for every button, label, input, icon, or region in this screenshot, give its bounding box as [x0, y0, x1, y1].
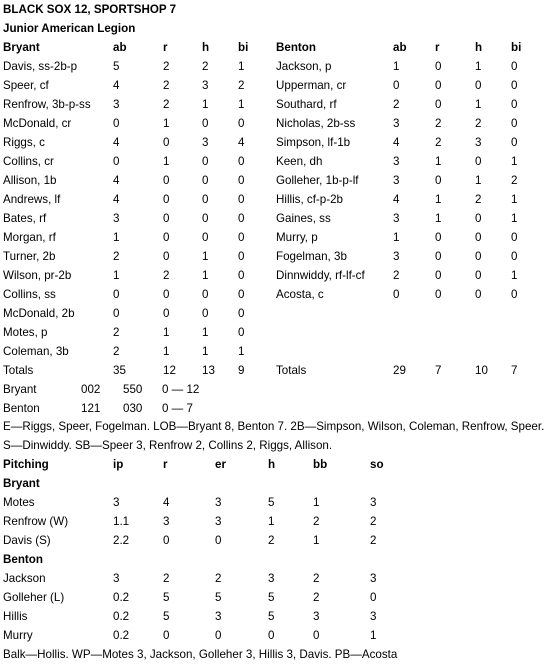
team1-total-player-name: Totals [3, 364, 34, 377]
team2-r-value: 0 [435, 174, 442, 187]
team2-r-value: 0 [435, 288, 442, 301]
team1-ab-value: 4 [113, 174, 120, 187]
linescore-row [3, 380, 547, 399]
team2-ab-value: 0 [393, 79, 400, 92]
linescore-innings-4-6: 030 [123, 402, 143, 415]
pitcher-name: Renfrow (W) [3, 515, 69, 528]
team2-player-name: Hillis, cf-p-2b [276, 193, 343, 206]
team2-h-value: 0 [475, 155, 482, 168]
table-row [3, 95, 547, 114]
header-bi: bi [511, 41, 522, 54]
team1-ab-value: 3 [113, 98, 120, 111]
linescore-innings-1-3: 121 [81, 402, 101, 415]
pitching-row [3, 569, 547, 588]
linescore-innings-7-final: 0 — 12 [162, 383, 200, 396]
team1-player-name: Collins, ss [3, 288, 56, 301]
team1-bi-value: 0 [238, 326, 245, 339]
team1-r-value: 1 [163, 345, 170, 358]
team1-r-value: 1 [163, 155, 170, 168]
team2-r-value: 0 [435, 269, 442, 282]
h-value: 0 [268, 629, 275, 642]
pitcher-name: Jackson [3, 572, 46, 585]
team1-total-bi-value: 9 [238, 364, 245, 377]
team2-ab-value: 3 [393, 155, 400, 168]
h-value: 3 [268, 572, 275, 585]
team1-total-ab-value: 35 [113, 364, 126, 377]
pitching-label: Pitching [3, 458, 49, 471]
team1-bi-value: 0 [238, 155, 245, 168]
team2-player-name: Fogelman, 3b [276, 250, 347, 263]
table-row [3, 76, 547, 95]
pitcher-name: Murry [3, 629, 33, 642]
team1-player-name: Allison, 1b [3, 174, 57, 187]
team2-bi-value: 0 [511, 60, 518, 73]
team2-h-value: 0 [475, 231, 482, 244]
er-value: 2 [215, 572, 222, 585]
linescore-team: Benton [3, 402, 40, 415]
pitching-table-team1 [3, 493, 547, 550]
team1-ab-value: 4 [113, 193, 120, 206]
bb-value: 1 [313, 534, 320, 547]
so-value: 2 [370, 515, 377, 528]
team2-r-value: 0 [435, 79, 442, 92]
team1-r-value: 0 [163, 212, 170, 225]
team1-total-h-value: 13 [202, 364, 215, 377]
team1-ab-value: 4 [113, 79, 120, 92]
team2-ab-value: 4 [393, 193, 400, 206]
team2-player-name: Upperman, cr [276, 79, 347, 92]
team1-r-value: 0 [163, 250, 170, 263]
team2-player-name: Nicholas, 2b-ss [276, 117, 356, 130]
team2-r-value: 0 [435, 250, 442, 263]
team2-r-value: 2 [435, 117, 442, 130]
r-value: 3 [163, 515, 170, 528]
table-row [3, 247, 547, 266]
table-row [3, 266, 547, 285]
team2-r-value: 0 [435, 231, 442, 244]
bb-value: 0 [313, 629, 320, 642]
pitcher-name: Golleher (L) [3, 591, 65, 604]
table-row [3, 323, 547, 342]
ip-value: 3 [113, 572, 120, 585]
team1-ab-value: 0 [113, 117, 120, 130]
header-r: r [163, 41, 168, 54]
box-score [3, 0, 547, 664]
table-row [3, 57, 547, 76]
team2-bi-value: 0 [511, 231, 518, 244]
batting-table [3, 57, 547, 380]
team1-r-value: 0 [163, 174, 170, 187]
linescore-row [3, 399, 547, 418]
team1-player-name: Riggs, c [3, 136, 45, 149]
team1-bi-value: 0 [238, 174, 245, 187]
r-value: 5 [163, 591, 170, 604]
team1-bi-value: 1 [238, 345, 245, 358]
team2-h-value: 0 [475, 79, 482, 92]
so-value: 3 [370, 610, 377, 623]
ip-value: 2.2 [113, 534, 130, 547]
team1-total-r-value: 12 [163, 364, 176, 377]
bb-value: 2 [313, 591, 320, 604]
team1-player-name: Turner, 2b [3, 250, 56, 263]
team1-h-value: 0 [202, 174, 209, 187]
batting-header-row [3, 38, 547, 57]
game-notes: E—Riggs, Speer, Fogelman. LOB—Bryant 8, Benton 7. 2B—Simpson, Wilson, Coleman, Renfrow, Speer. S—Dinwiddy. SB—Speer 3, Renfrow 2, Collins 2, Riggs, Allison. [3, 420, 545, 452]
team1-bi-value: 4 [238, 136, 245, 149]
team2-h-value: 2 [475, 193, 482, 206]
team1-r-value: 0 [163, 288, 170, 301]
team2-bi-value: 1 [511, 269, 518, 282]
team2-bi-value: 1 [511, 212, 518, 225]
team1-h-value: 3 [202, 79, 209, 92]
table-row [3, 304, 547, 323]
linescore [3, 380, 547, 418]
h-value: 5 [268, 610, 275, 623]
header-h: h [268, 458, 276, 471]
team2-bi-value: 0 [511, 136, 518, 149]
team2-ab-value: 3 [393, 250, 400, 263]
table-row [3, 285, 547, 304]
team1-h-value: 3 [202, 136, 209, 149]
team2-bi-value: 0 [511, 98, 518, 111]
pitching-row [3, 607, 547, 626]
team2-h-value: 1 [475, 174, 482, 187]
team1-ab-value: 1 [113, 231, 120, 244]
team2-ab-value: 4 [393, 136, 400, 149]
team1-r-value: 2 [163, 60, 170, 73]
team2-h-value: 0 [475, 250, 482, 263]
team2-ab-value: 2 [393, 98, 400, 111]
team2-player-name: Keen, dh [276, 155, 323, 168]
team2-ab-value: 3 [393, 117, 400, 130]
team1-ab-value: 5 [113, 60, 120, 73]
team1-h-value: 0 [202, 155, 209, 168]
team1-r-value: 1 [163, 117, 170, 130]
team1-player-name: McDonald, 2b [3, 307, 75, 320]
team2-player-name: Gaines, ss [276, 212, 331, 225]
team1-player-name: Wilson, pr-2b [3, 269, 72, 282]
so-value: 3 [370, 572, 377, 585]
team1-player-name: Andrews, lf [3, 193, 61, 206]
team1-player-name: Bates, rf [3, 212, 47, 225]
team2-r-value: 0 [435, 60, 442, 73]
team1-h-value: 0 [202, 117, 209, 130]
team1-bi-value: 1 [238, 60, 245, 73]
so-value: 0 [370, 591, 377, 604]
linescore-team: Bryant [3, 383, 37, 396]
linescore-innings-7-final: 0 — 7 [162, 402, 193, 415]
header-h: h [475, 41, 483, 54]
h-value: 2 [268, 534, 275, 547]
so-value: 3 [370, 496, 377, 509]
team1-player-name: Motes, p [3, 326, 48, 339]
team1-player-name: McDonald, cr [3, 117, 72, 130]
table-row [3, 152, 547, 171]
team1-h-value: 1 [202, 269, 209, 282]
team1-h-value: 0 [202, 288, 209, 301]
header-er: er [215, 458, 226, 471]
team1-r-value: 0 [163, 231, 170, 244]
team1-player-name: Davis, ss-2b-p [3, 60, 78, 73]
bb-value: 2 [313, 515, 320, 528]
pitching-team2-name: Benton [3, 553, 43, 566]
team2-r-value: 1 [435, 155, 442, 168]
pitching-row [3, 626, 547, 645]
header-ip: ip [113, 458, 124, 471]
team1-h-value: 0 [202, 231, 209, 244]
table-row [3, 228, 547, 247]
team1-r-value: 0 [163, 193, 170, 206]
pitching-row [3, 531, 547, 550]
er-value: 3 [215, 610, 222, 623]
team2-r-value: 2 [435, 136, 442, 149]
team2-ab-value: 2 [393, 269, 400, 282]
ip-value: 0.2 [113, 610, 130, 623]
r-value: 4 [163, 496, 170, 509]
team2-bi-value: 2 [511, 174, 518, 187]
footer-notes: Balk—Hollis. WP—Motes 3, Jackson, Golleher 3, Hillis 3, Davis. PB—Acosta [3, 648, 398, 661]
linescore-innings-1-3: 002 [81, 383, 101, 396]
h-value: 1 [268, 515, 275, 528]
team2-h-value: 3 [475, 136, 482, 149]
team1-ab-value: 3 [113, 212, 120, 225]
totals-row [3, 361, 547, 380]
ip-value: 1.1 [113, 515, 130, 528]
team1-r-value: 2 [163, 269, 170, 282]
team1-bi-value: 1 [238, 98, 245, 111]
team2-player-name: Southard, rf [276, 98, 337, 111]
table-row [3, 342, 547, 361]
team1-r-value: 0 [163, 307, 170, 320]
team1-h-value: 0 [202, 307, 209, 320]
er-value: 5 [215, 591, 222, 604]
team2-h-value: 0 [475, 269, 482, 282]
team1-h-value: 1 [202, 345, 209, 358]
bb-value: 1 [313, 496, 320, 509]
team2-r-value: 1 [435, 193, 442, 206]
game-title: BLACK SOX 12, SPORTSHOP 7 [3, 3, 177, 16]
pitching-row [3, 588, 547, 607]
er-value: 0 [215, 534, 222, 547]
header-r: r [163, 458, 168, 471]
team2-ab-value: 3 [393, 212, 400, 225]
team2-name: Benton [276, 41, 316, 54]
team2-player-name: Simpson, lf-1b [276, 136, 351, 149]
team2-h-value: 1 [475, 98, 482, 111]
so-value: 1 [370, 629, 377, 642]
team2-ab-value: 0 [393, 288, 400, 301]
r-value: 0 [163, 534, 170, 547]
team1-bi-value: 2 [238, 79, 245, 92]
team1-h-value: 2 [202, 60, 209, 73]
team1-ab-value: 0 [113, 155, 120, 168]
team1-ab-value: 2 [113, 326, 120, 339]
pitching-table-team2 [3, 569, 547, 645]
pitcher-name: Motes [3, 496, 35, 509]
table-row [3, 114, 547, 133]
team1-bi-value: 0 [238, 307, 245, 320]
team1-bi-value: 0 [238, 231, 245, 244]
team1-ab-value: 0 [113, 288, 120, 301]
header-h: h [202, 41, 210, 54]
team1-ab-value: 2 [113, 345, 120, 358]
table-row [3, 171, 547, 190]
team1-ab-value: 0 [113, 307, 120, 320]
team1-bi-value: 0 [238, 212, 245, 225]
team1-bi-value: 0 [238, 193, 245, 206]
team1-r-value: 1 [163, 326, 170, 339]
header-so: so [370, 458, 384, 471]
team2-r-value: 0 [435, 98, 442, 111]
team1-player-name: Collins, cr [3, 155, 54, 168]
team2-player-name: Jackson, p [276, 60, 332, 73]
team2-h-value: 2 [475, 117, 482, 130]
team1-ab-value: 4 [113, 136, 120, 149]
team1-bi-value: 0 [238, 288, 245, 301]
header-r: r [435, 41, 440, 54]
pitcher-name: Davis (S) [3, 534, 51, 547]
team2-bi-value: 0 [511, 79, 518, 92]
pitching-row [3, 493, 547, 512]
team2-bi-value: 0 [511, 117, 518, 130]
team2-ab-value: 3 [393, 174, 400, 187]
team1-ab-value: 1 [113, 269, 120, 282]
so-value: 2 [370, 534, 377, 547]
team1-bi-value: 0 [238, 250, 245, 263]
team1-h-value: 0 [202, 212, 209, 225]
er-value: 0 [215, 629, 222, 642]
table-row [3, 190, 547, 209]
team2-bi-value: 0 [511, 250, 518, 263]
team1-ab-value: 2 [113, 250, 120, 263]
bb-value: 3 [313, 610, 320, 623]
team2-player-name: Murry, p [276, 231, 318, 244]
r-value: 5 [163, 610, 170, 623]
header-bb: bb [313, 458, 328, 471]
ip-value: 0.2 [113, 591, 130, 604]
team2-h-value: 0 [475, 212, 482, 225]
team2-bi-value: 1 [511, 155, 518, 168]
header-ab: ab [113, 41, 127, 54]
r-value: 0 [163, 629, 170, 642]
team1-r-value: 2 [163, 79, 170, 92]
ip-value: 0.2 [113, 629, 130, 642]
h-value: 5 [268, 591, 275, 604]
team2-ab-value: 1 [393, 231, 400, 244]
er-value: 3 [215, 496, 222, 509]
pitching-team1-name: Bryant [3, 477, 40, 490]
team1-bi-value: 0 [238, 269, 245, 282]
team1-r-value: 0 [163, 136, 170, 149]
team2-ab-value: 1 [393, 60, 400, 73]
team2-bi-value: 0 [511, 288, 518, 301]
pitcher-name: Hillis [3, 610, 28, 623]
team1-h-value: 1 [202, 250, 209, 263]
team1-player-name: Morgan, rf [3, 231, 56, 244]
header-bi: bi [238, 41, 249, 54]
r-value: 2 [163, 572, 170, 585]
table-row [3, 133, 547, 152]
team2-total-player-name: Totals [276, 364, 307, 377]
team2-total-ab-value: 29 [393, 364, 406, 377]
ip-value: 3 [113, 496, 120, 509]
team2-r-value: 1 [435, 212, 442, 225]
team2-total-r-value: 7 [435, 364, 442, 377]
team2-total-bi-value: 7 [511, 364, 518, 377]
bb-value: 2 [313, 572, 320, 585]
pitching-header-row [3, 455, 547, 474]
team2-total-h-value: 10 [475, 364, 488, 377]
team1-h-value: 1 [202, 98, 209, 111]
pitching-row [3, 512, 547, 531]
league-name: Junior American Legion [3, 22, 136, 35]
team2-player-name: Dinnwiddy, rf-lf-cf [276, 269, 365, 282]
linescore-innings-4-6: 550 [123, 383, 143, 396]
team2-h-value: 0 [475, 288, 482, 301]
team1-bi-value: 0 [238, 117, 245, 130]
team1-r-value: 2 [163, 98, 170, 111]
team2-bi-value: 1 [511, 193, 518, 206]
team2-player-name: Acosta, c [276, 288, 324, 301]
header-ab: ab [393, 41, 407, 54]
team2-player-name: Golleher, 1b-p-lf [276, 174, 359, 187]
team1-name: Bryant [3, 41, 40, 54]
team1-h-value: 1 [202, 326, 209, 339]
team1-player-name: Speer, cf [3, 79, 49, 92]
er-value: 3 [215, 515, 222, 528]
team1-player-name: Coleman, 3b [3, 345, 69, 358]
table-row [3, 209, 547, 228]
team1-h-value: 0 [202, 193, 209, 206]
team1-player-name: Renfrow, 3b-p-ss [3, 98, 91, 111]
h-value: 5 [268, 496, 275, 509]
team2-h-value: 1 [475, 60, 482, 73]
